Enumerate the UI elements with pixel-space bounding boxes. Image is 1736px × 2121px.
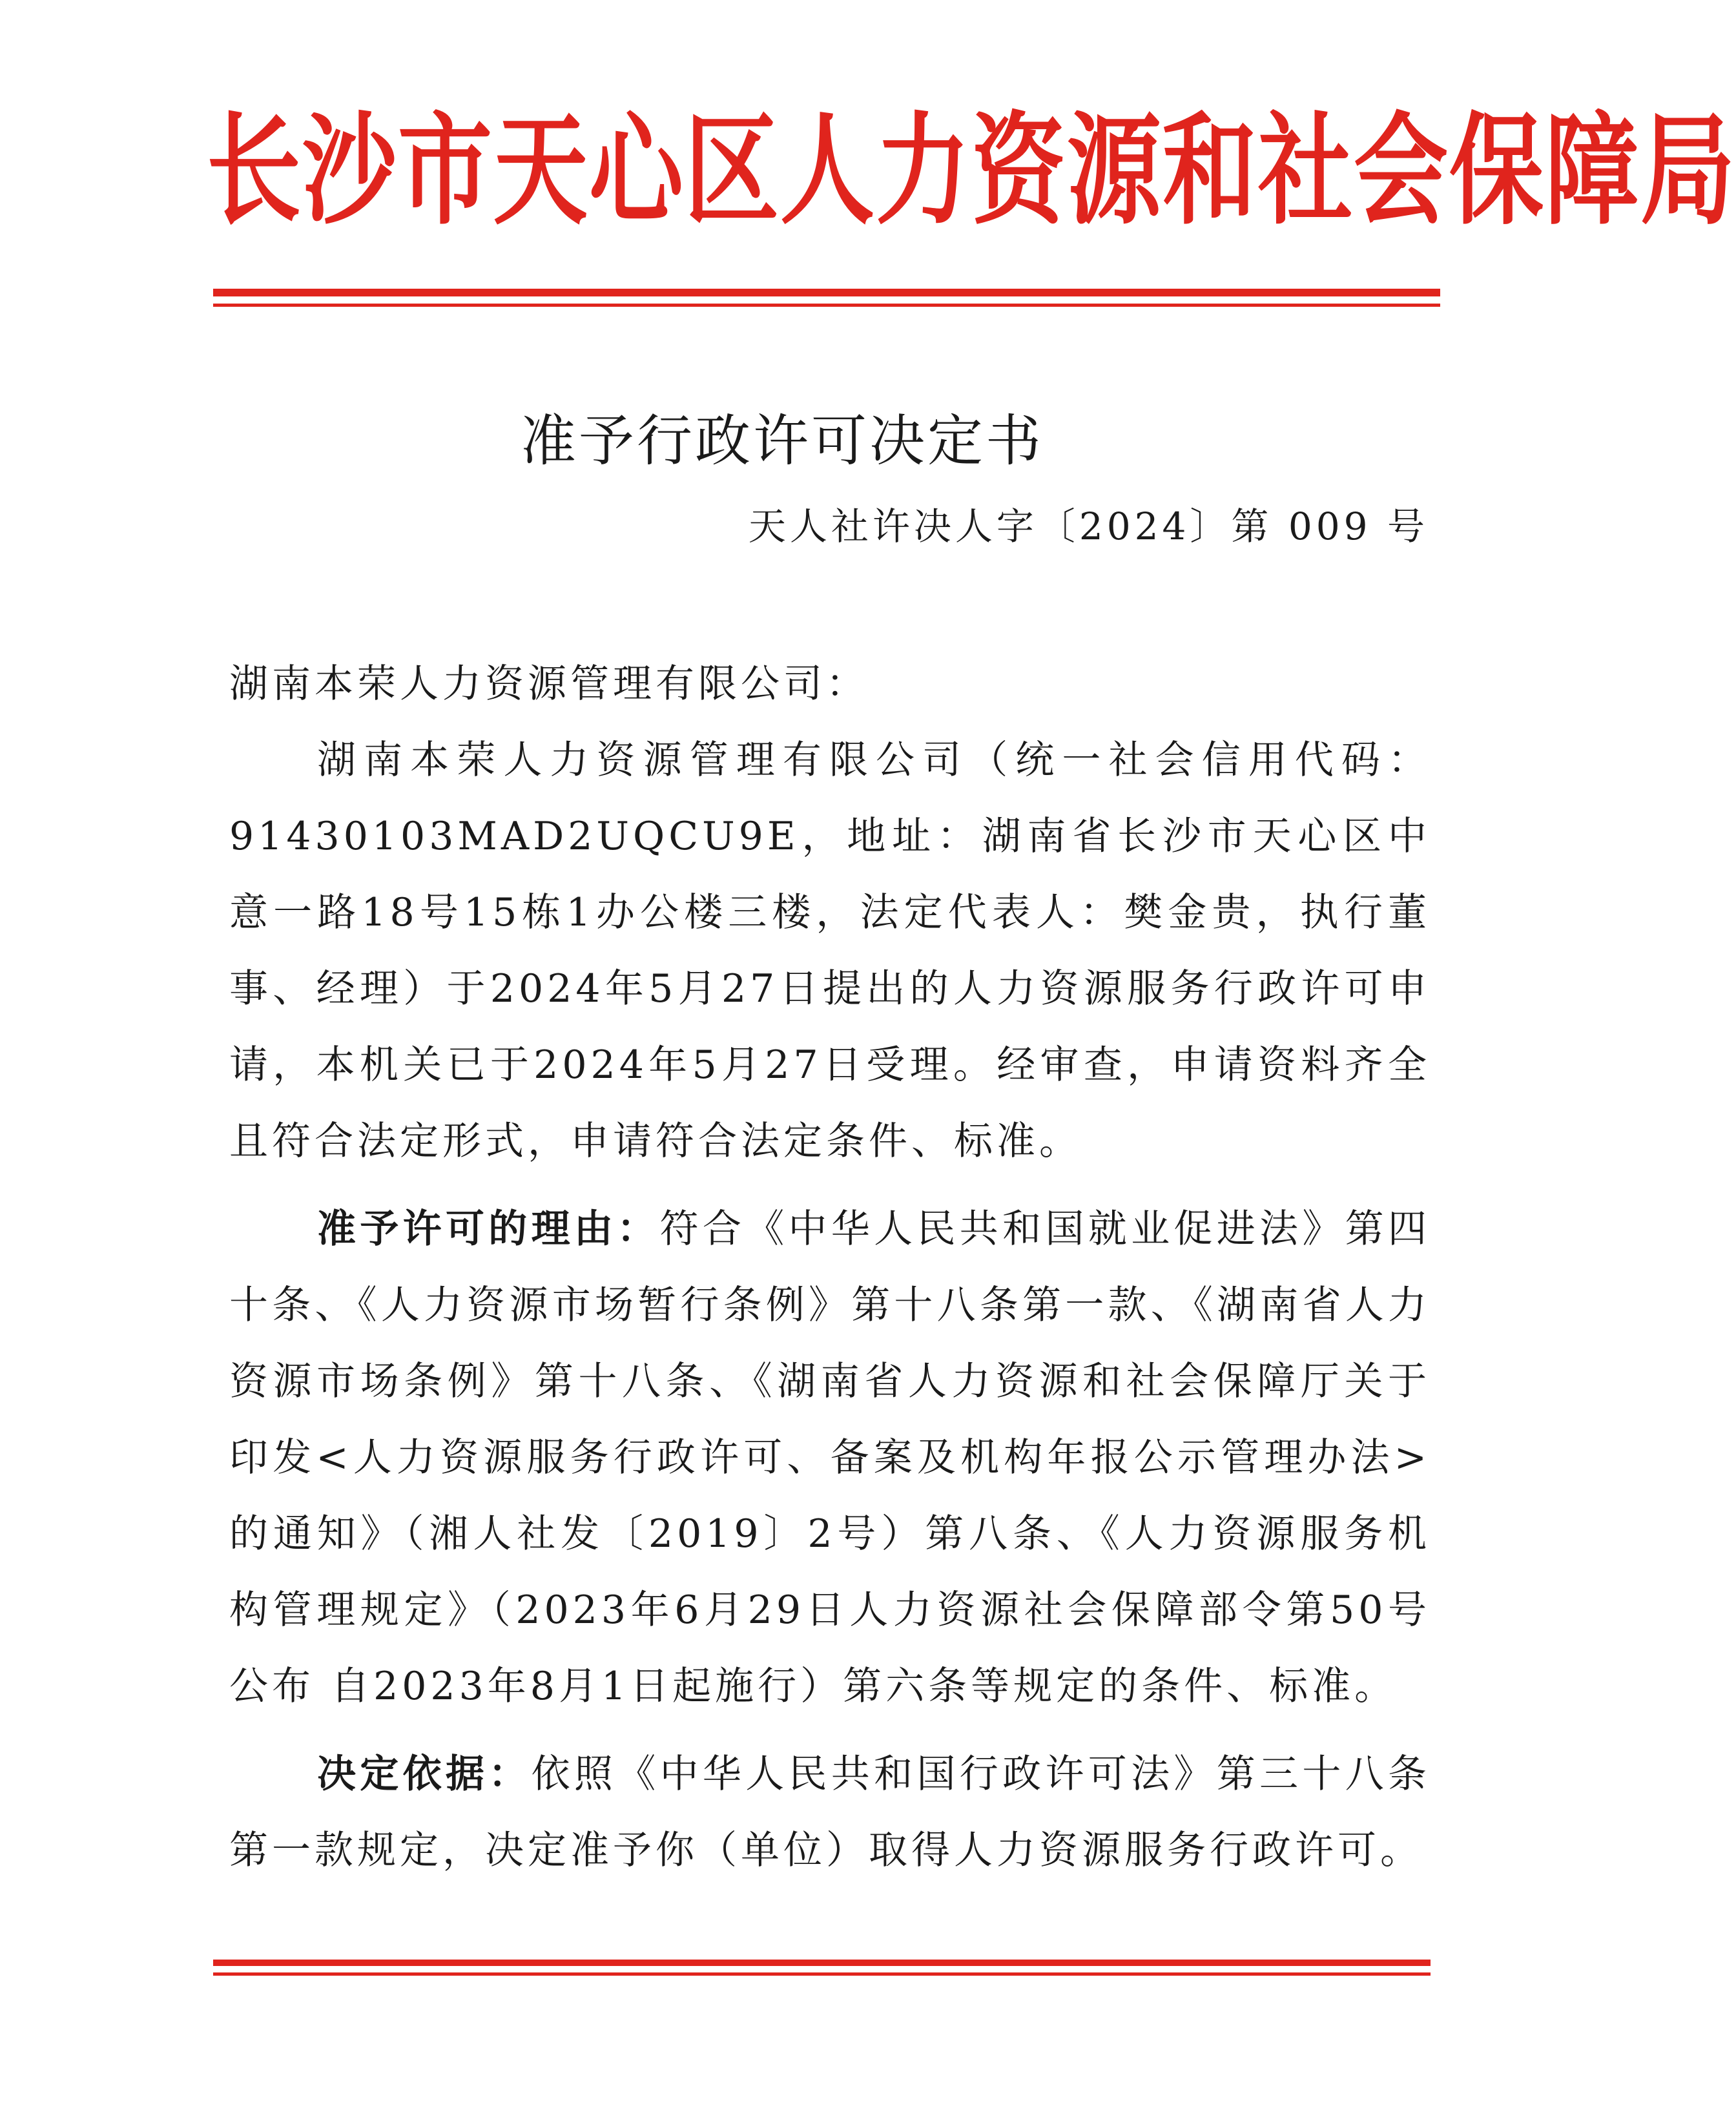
agency-header: 长沙市天心区人力资源和社会保障局 (207, 101, 1736, 242)
document-body (229, 646, 1431, 1888)
document-title: 准予行政许可决定书 (521, 409, 1044, 473)
footer-rule-thin (213, 1972, 1431, 1976)
basis-lead: 决定依据： (317, 1752, 532, 1797)
reasons-lead: 准予许可的理由： (317, 1206, 660, 1252)
paragraph-reasons (229, 1191, 1431, 1724)
basis-text: 依照《中华人民共和国行政许可法》第三十八条第一款规定，决定准予你（单位）取得人力资源服务行政许可。 (229, 1752, 1431, 1873)
addressee: 湖南本荣人力资源管理有限公司： (229, 661, 869, 707)
paragraph-basis (229, 1736, 1431, 1888)
header-rule-thick (213, 289, 1440, 296)
document-number: 天人社许决人字〔2024〕第 009 号 (748, 504, 1429, 548)
footer-rule-thick (213, 1960, 1431, 1966)
header-rule-thin (213, 304, 1440, 307)
paragraph-application: 湖南本荣人力资源管理有限公司（统一社会信用代码：91430103MAD2UQCU9E，地址：湖南省长沙市天心区中意一路18号15栋1办公楼三楼，法定代表人：樊金贵，执行董事、经理）于2024年5月27日提出的人力资源服务行政许可申请，本机关已于2024年5月27日受理。经审查，申请资料齐全且符合法定形式，申请符合法定条件、标准。 (229, 738, 1431, 1164)
reasons-text: 符合《中华人民共和国就业促进法》第四十条、《人力资源市场暂行条例》第十八条第一款、《湖南省人力资源市场条例》第十八条、《湖南省人力资源和社会保障厅关于印发<人力资源服务行政许可、备案及机构年报公示管理办法>的通知》（湘人社发〔2019〕2号）第八条、《人力资源服务机构管理规定》（2023年6月29日人力资源社会保障部令第50号公布 自2023年8月1日起施行）第六条等规定的条件、标准。 (229, 1206, 1431, 1709)
